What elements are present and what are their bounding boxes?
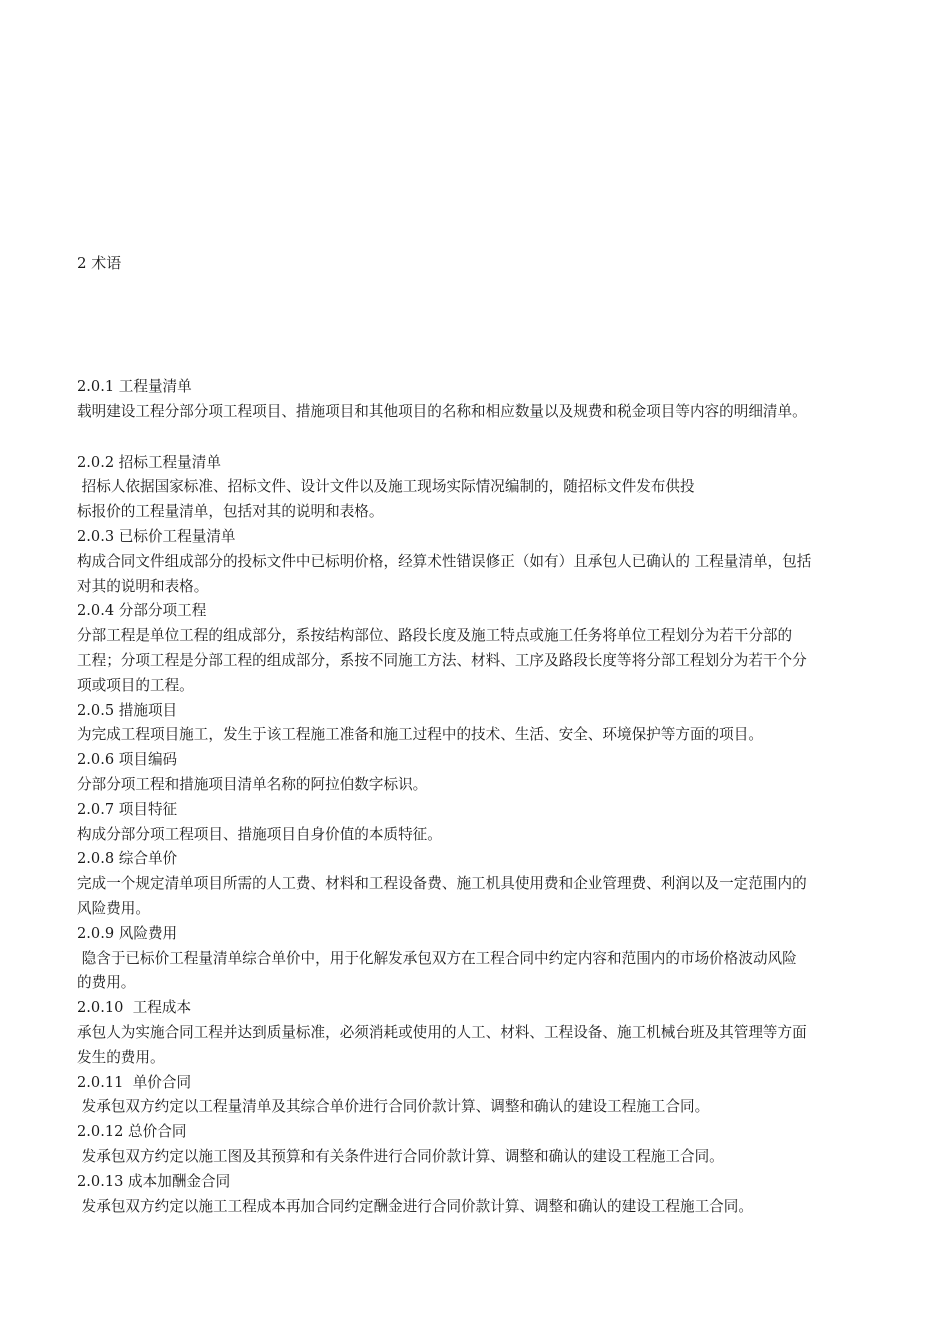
term-2-0-3 <box>77 525 907 599</box>
term-definition-line: 分部工程是单位工程的组成部分，系按结构部位、路段长度及施工特点或施工任务将单位工程划分为若干分部的 <box>77 627 793 645</box>
term-2-0-2 <box>77 451 907 525</box>
term-heading: 2.0.13 成本加酬金合同 <box>77 1172 231 1190</box>
term-definition: 构成分部分项工程项目、措施项目自身价值的本质特征。 <box>77 825 442 843</box>
term-definition: 分部分项工程和措施项目清单名称的阿拉伯数字标识。 <box>77 775 428 793</box>
term-definition-line: 工程；分项工程是分部工程的组成部分，系按不同施工方法、材料、工序及路段长度等将分部工程划分为若干个分 <box>77 651 807 669</box>
term-definition: 发承包双方约定以施工图及其预算和有关条件进行合同价款计算、调整和确认的建设工程施工合同。 <box>77 1147 724 1165</box>
term-definition: 发承包双方约定以施工工程成本再加合同约定酬金进行合同价款计算、调整和确认的建设工程施工合同。 <box>77 1197 753 1215</box>
term-2-0-6 <box>77 748 907 798</box>
term-definition-line: 完成一个规定清单项目所需的人工费、材料和工程设备费、施工机具使用费和企业管理费、利润以及一定范围内的 <box>77 875 807 893</box>
term-definition: 发承包双方约定以工程量清单及其综合单价进行合同价款计算、调整和确认的建设工程施工合同。 <box>77 1098 710 1116</box>
term-definition: 载明建设工程分部分项工程项目、措施项目和其他项目的名称和相应数量以及规费和税金项目等内容的明细清单。 <box>77 402 807 420</box>
term-heading: 2.0.9 风险费用 <box>77 924 178 942</box>
term-heading: 2.0.4 分部分项工程 <box>77 602 207 620</box>
term-2-0-5 <box>77 699 907 749</box>
term-definition-line: 对其的说明和表格。 <box>77 577 209 595</box>
term-definition-line: 的费用。 <box>77 974 136 992</box>
term-definition-line: 承包人为实施合同工程并达到质量标准，必须消耗或使用的人工、材料、工程设备、施工机械台班及其管理等方面 <box>77 1023 807 1041</box>
term-2-0-11 <box>77 1071 907 1121</box>
section-title: 2 术语 <box>77 254 122 272</box>
term-definition-line: 招标人依据国家标准、招标文件、设计文件以及施工现场实际情况编制的，随招标文件发布供投 <box>77 478 695 496</box>
term-2-0-12 <box>77 1120 907 1170</box>
term-2-0-10 <box>77 996 907 1070</box>
term-definition-line: 发生的费用。 <box>77 1048 165 1066</box>
term-definition-line: 项或项目的工程。 <box>77 676 194 694</box>
term-heading: 2.0.6 项目编码 <box>77 751 178 769</box>
term-2-0-9 <box>77 922 907 996</box>
term-heading: 2.0.2 招标工程量清单 <box>77 453 221 471</box>
term-2-0-1 <box>77 375 907 425</box>
term-definition-line: 风险费用。 <box>77 899 150 917</box>
term-2-0-8 <box>77 847 907 921</box>
term-definition: 为完成工程项目施工，发生于该工程施工准备和施工过程中的技术、生活、安全、环境保护等方面的项目。 <box>77 726 763 744</box>
term-heading: 2.0.10 工程成本 <box>77 999 192 1017</box>
term-heading: 2.0.3 已标价工程量清单 <box>77 527 236 545</box>
term-heading: 2.0.1 工程量清单 <box>77 378 192 395</box>
term-2-0-7 <box>77 798 907 848</box>
term-2-0-13 <box>77 1170 907 1220</box>
term-heading: 2.0.11 单价合同 <box>77 1073 192 1091</box>
term-definition-line: 标报价的工程量清单，包括对其的说明和表格。 <box>77 503 384 521</box>
terms-content <box>77 375 907 1219</box>
term-heading: 2.0.8 综合单价 <box>77 850 178 868</box>
term-2-0-4 <box>77 599 907 698</box>
term-heading: 2.0.5 措施项目 <box>77 701 178 719</box>
term-definition-line: 构成合同文件组成部分的投标文件中已标明价格，经算术性错误修正（如有）且承包人已确认的 工程量清单，包括 <box>77 552 812 570</box>
blank-line <box>77 425 907 451</box>
term-heading: 2.0.12 总价合同 <box>77 1123 187 1141</box>
term-heading: 2.0.7 项目特征 <box>77 800 178 818</box>
term-definition-line: 隐含于已标价工程量清单综合单价中，用于化解发承包双方在工程合同中约定内容和范围内的市场价格波动风险 <box>77 949 797 967</box>
